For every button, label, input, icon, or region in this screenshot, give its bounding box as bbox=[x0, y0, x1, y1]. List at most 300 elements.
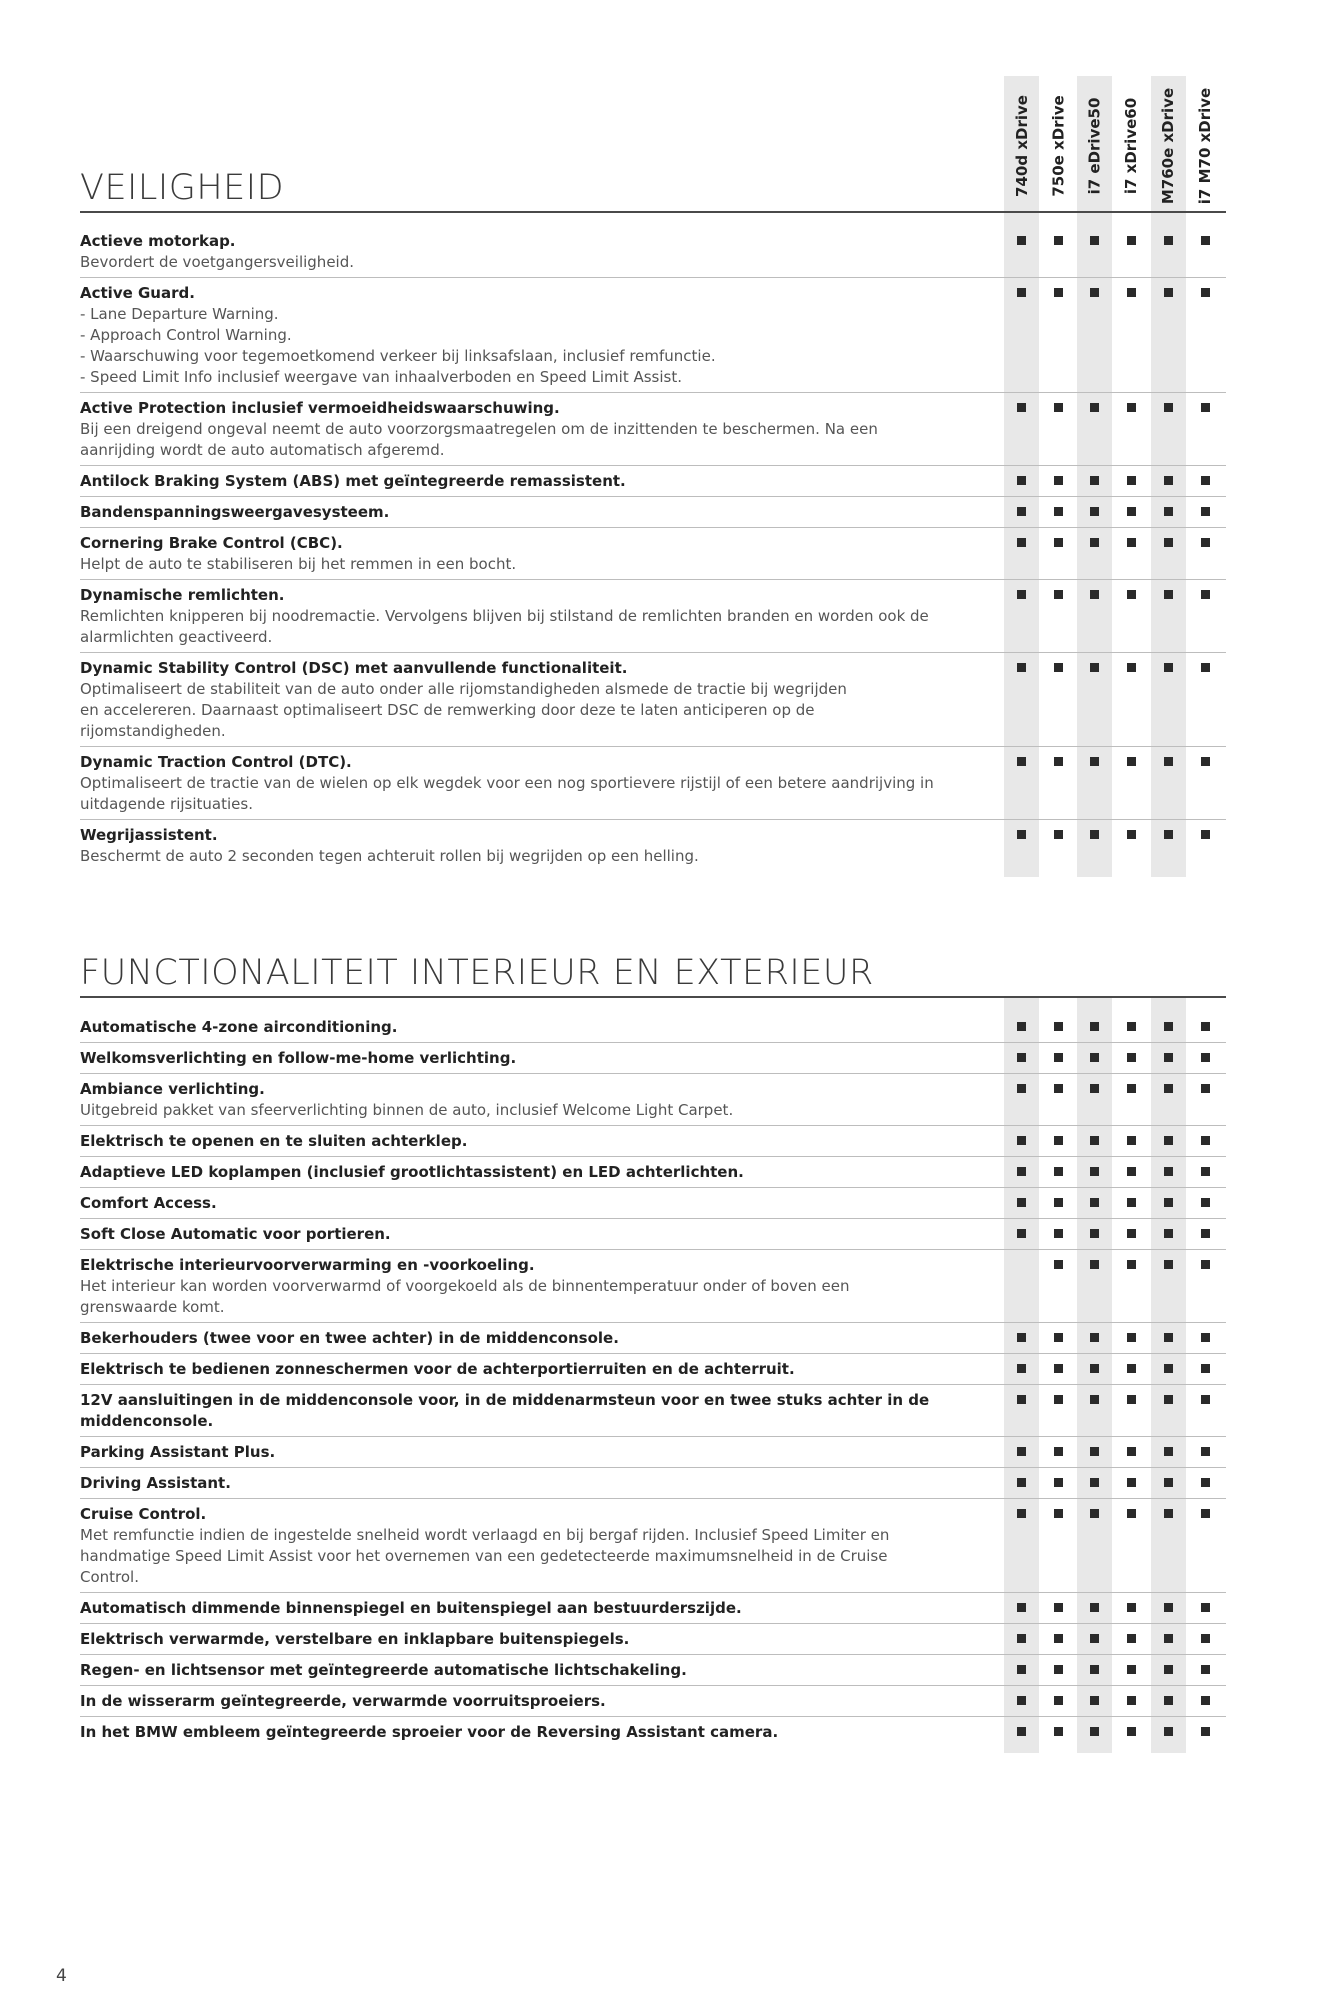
availability-marks bbox=[80, 1163, 1226, 1183]
table-row bbox=[80, 1437, 1226, 1468]
standard-equipment-mark bbox=[1017, 288, 1026, 297]
availability-marks bbox=[80, 753, 1226, 773]
table-row bbox=[80, 1624, 1226, 1655]
feature-table-veiligheid bbox=[80, 226, 1226, 871]
standard-equipment-mark bbox=[1201, 1395, 1210, 1404]
standard-equipment-mark bbox=[1054, 1603, 1063, 1612]
standard-equipment-mark bbox=[1164, 757, 1173, 766]
standard-equipment-mark bbox=[1164, 1665, 1173, 1674]
standard-equipment-mark bbox=[1164, 1509, 1173, 1518]
standard-equipment-mark bbox=[1017, 757, 1026, 766]
standard-equipment-mark bbox=[1164, 1447, 1173, 1456]
column-header-label: i7 M70 xDrive bbox=[1196, 87, 1215, 205]
description-line: Remlichten knipperen bij noodremactie. Vervolgens blijven bij stilstand de remlichten branden en worden ook de bbox=[80, 607, 929, 625]
standard-equipment-mark bbox=[1164, 1053, 1173, 1062]
standard-equipment-mark bbox=[1017, 1364, 1026, 1373]
standard-equipment-mark bbox=[1201, 1364, 1210, 1373]
standard-equipment-mark bbox=[1017, 236, 1026, 245]
section-rule bbox=[80, 996, 1226, 998]
description-line: alarmlichten geactiveerd. bbox=[80, 628, 273, 646]
table-row bbox=[80, 1219, 1226, 1250]
standard-equipment-mark bbox=[1127, 1053, 1136, 1062]
standard-equipment-mark bbox=[1090, 1022, 1099, 1031]
standard-equipment-mark bbox=[1017, 1603, 1026, 1612]
standard-equipment-mark bbox=[1201, 663, 1210, 672]
feature-description bbox=[80, 1525, 980, 1588]
column-header-label: i7 xDrive60 bbox=[1122, 97, 1141, 195]
table-row bbox=[80, 1074, 1226, 1126]
standard-equipment-mark bbox=[1090, 1395, 1099, 1404]
description-line: - Speed Limit Info inclusief weergave van inhaalverboden en Speed Limit Assist. bbox=[80, 368, 682, 386]
standard-equipment-mark bbox=[1201, 1478, 1210, 1487]
column-header-label: M760e xDrive bbox=[1159, 87, 1178, 205]
standard-equipment-mark bbox=[1054, 1084, 1063, 1093]
standard-equipment-mark bbox=[1201, 1665, 1210, 1674]
feature-name: Bandenspanningsweergavesysteem. bbox=[80, 503, 390, 521]
standard-equipment-mark bbox=[1201, 1198, 1210, 1207]
feature-description bbox=[80, 1100, 980, 1121]
standard-equipment-mark bbox=[1090, 403, 1099, 412]
description-line: Optimaliseert de tractie van de wielen op elk wegdek voor een nog sportievere rijstijl of een betere aandrijving in bbox=[80, 774, 934, 792]
standard-equipment-mark bbox=[1201, 1727, 1210, 1736]
standard-equipment-mark bbox=[1164, 507, 1173, 516]
standard-equipment-mark bbox=[1017, 1447, 1026, 1456]
availability-marks bbox=[80, 284, 1226, 304]
table-row bbox=[80, 1468, 1226, 1499]
standard-equipment-mark bbox=[1017, 1198, 1026, 1207]
standard-equipment-mark bbox=[1201, 1136, 1210, 1145]
standard-equipment-mark bbox=[1090, 1053, 1099, 1062]
standard-equipment-mark bbox=[1090, 663, 1099, 672]
table-row bbox=[80, 1354, 1226, 1385]
standard-equipment-mark bbox=[1054, 1053, 1063, 1062]
standard-equipment-mark bbox=[1127, 1395, 1136, 1404]
standard-equipment-mark bbox=[1017, 1053, 1026, 1062]
table-row bbox=[80, 1250, 1226, 1323]
standard-equipment-mark bbox=[1017, 830, 1026, 839]
standard-equipment-mark bbox=[1127, 507, 1136, 516]
feature-description bbox=[80, 419, 980, 461]
feature-name: Elektrisch verwarmde, verstelbare en inklapbare buitenspiegels. bbox=[80, 1630, 630, 1648]
feature-name: Dynamic Traction Control (DTC). bbox=[80, 753, 352, 771]
standard-equipment-mark bbox=[1127, 1229, 1136, 1238]
standard-equipment-mark bbox=[1090, 1478, 1099, 1487]
standard-equipment-mark bbox=[1164, 1727, 1173, 1736]
standard-equipment-mark bbox=[1017, 1229, 1026, 1238]
standard-equipment-mark bbox=[1054, 507, 1063, 516]
standard-equipment-mark bbox=[1127, 1478, 1136, 1487]
feature-name: Ambiance verlichting. bbox=[80, 1080, 265, 1098]
availability-marks bbox=[80, 1225, 1226, 1245]
standard-equipment-mark bbox=[1127, 1634, 1136, 1643]
feature-name: Elektrisch te bedienen zonneschermen voor de achterportierruiten en de achterruit. bbox=[80, 1360, 795, 1378]
standard-equipment-mark bbox=[1090, 476, 1099, 485]
feature-name: Welkomsverlichting en follow-me-home verlichting. bbox=[80, 1049, 517, 1067]
availability-marks bbox=[80, 1080, 1226, 1100]
description-line: aanrijding wordt de auto automatisch afgeremd. bbox=[80, 441, 445, 459]
table-row bbox=[80, 1717, 1226, 1747]
standard-equipment-mark bbox=[1164, 1167, 1173, 1176]
standard-equipment-mark bbox=[1127, 1022, 1136, 1031]
feature-description bbox=[80, 304, 980, 388]
feature-name: Soft Close Automatic voor portieren. bbox=[80, 1225, 391, 1243]
standard-equipment-mark bbox=[1127, 1167, 1136, 1176]
standard-equipment-mark bbox=[1090, 1333, 1099, 1342]
standard-equipment-mark bbox=[1090, 288, 1099, 297]
standard-equipment-mark bbox=[1164, 403, 1173, 412]
standard-equipment-mark bbox=[1164, 476, 1173, 485]
availability-marks bbox=[80, 1256, 1226, 1276]
standard-equipment-mark bbox=[1054, 830, 1063, 839]
availability-marks bbox=[80, 1723, 1226, 1743]
column-header-1 bbox=[1003, 86, 1040, 206]
standard-equipment-mark bbox=[1054, 403, 1063, 412]
table-row bbox=[80, 1126, 1226, 1157]
availability-marks bbox=[80, 1443, 1226, 1463]
standard-equipment-mark bbox=[1017, 1696, 1026, 1705]
standard-equipment-mark bbox=[1127, 538, 1136, 547]
standard-equipment-mark bbox=[1201, 1333, 1210, 1342]
feature-description bbox=[80, 846, 980, 867]
standard-equipment-mark bbox=[1201, 1229, 1210, 1238]
table-row bbox=[80, 1012, 1226, 1043]
availability-marks bbox=[80, 1360, 1226, 1380]
standard-equipment-mark bbox=[1164, 1333, 1173, 1342]
description-line: Bevordert de voetgangersveiligheid. bbox=[80, 253, 354, 271]
description-line: rijomstandigheden. bbox=[80, 722, 226, 740]
feature-name: Antilock Braking System (ABS) met geïntegreerde remassistent. bbox=[80, 472, 626, 490]
standard-equipment-mark bbox=[1164, 1364, 1173, 1373]
standard-equipment-mark bbox=[1054, 1447, 1063, 1456]
description-line: en accelereren. Daarnaast optimaliseert DSC de remwerking door deze te laten anticiperen op de bbox=[80, 701, 815, 719]
feature-name: Cruise Control. bbox=[80, 1505, 207, 1523]
standard-equipment-mark bbox=[1054, 1696, 1063, 1705]
feature-name: Parking Assistant Plus. bbox=[80, 1443, 276, 1461]
standard-equipment-mark bbox=[1054, 1665, 1063, 1674]
availability-marks bbox=[80, 1505, 1226, 1525]
standard-equipment-mark bbox=[1127, 1333, 1136, 1342]
standard-equipment-mark bbox=[1201, 507, 1210, 516]
standard-equipment-mark bbox=[1090, 1665, 1099, 1674]
section-rule bbox=[80, 211, 1226, 213]
feature-description bbox=[80, 773, 980, 815]
standard-equipment-mark bbox=[1054, 1229, 1063, 1238]
standard-equipment-mark bbox=[1127, 757, 1136, 766]
standard-equipment-mark bbox=[1164, 1136, 1173, 1145]
standard-equipment-mark bbox=[1164, 1229, 1173, 1238]
standard-equipment-mark bbox=[1054, 757, 1063, 766]
standard-equipment-mark bbox=[1090, 236, 1099, 245]
feature-description bbox=[80, 554, 980, 575]
standard-equipment-mark bbox=[1090, 1198, 1099, 1207]
column-header-6 bbox=[1187, 86, 1224, 206]
column-header-label: i7 eDrive50 bbox=[1085, 97, 1104, 195]
table-row bbox=[80, 580, 1226, 653]
standard-equipment-mark bbox=[1090, 1727, 1099, 1736]
availability-marks bbox=[80, 534, 1226, 554]
standard-equipment-mark bbox=[1164, 288, 1173, 297]
standard-equipment-mark bbox=[1164, 1395, 1173, 1404]
standard-equipment-mark bbox=[1017, 538, 1026, 547]
standard-equipment-mark bbox=[1090, 1603, 1099, 1612]
standard-equipment-mark bbox=[1090, 757, 1099, 766]
availability-marks bbox=[80, 1474, 1226, 1494]
standard-equipment-mark bbox=[1054, 538, 1063, 547]
standard-equipment-mark bbox=[1017, 1665, 1026, 1674]
availability-marks bbox=[80, 659, 1226, 679]
standard-equipment-mark bbox=[1127, 476, 1136, 485]
table-row bbox=[80, 1655, 1226, 1686]
standard-equipment-mark bbox=[1164, 1198, 1173, 1207]
standard-equipment-mark bbox=[1054, 590, 1063, 599]
feature-name: Cornering Brake Control (CBC). bbox=[80, 534, 343, 552]
standard-equipment-mark bbox=[1127, 1136, 1136, 1145]
standard-equipment-mark bbox=[1017, 1022, 1026, 1031]
table-row bbox=[80, 393, 1226, 466]
standard-equipment-mark bbox=[1127, 1665, 1136, 1674]
availability-marks bbox=[80, 503, 1226, 523]
feature-name: In de wisserarm geïntegreerde, verwarmde voorruitsproeiers. bbox=[80, 1692, 606, 1710]
standard-equipment-mark bbox=[1017, 1509, 1026, 1518]
standard-equipment-mark bbox=[1017, 1167, 1026, 1176]
standard-equipment-mark bbox=[1127, 403, 1136, 412]
standard-equipment-mark bbox=[1127, 830, 1136, 839]
standard-equipment-mark bbox=[1164, 1696, 1173, 1705]
standard-equipment-mark bbox=[1090, 1229, 1099, 1238]
feature-name: Automatisch dimmende binnenspiegel en buitenspiegel aan bestuurderszijde. bbox=[80, 1599, 742, 1617]
standard-equipment-mark bbox=[1201, 1167, 1210, 1176]
standard-equipment-mark bbox=[1201, 403, 1210, 412]
feature-name: Automatische 4-zone airconditioning. bbox=[80, 1018, 398, 1036]
standard-equipment-mark bbox=[1201, 288, 1210, 297]
standard-equipment-mark bbox=[1201, 1447, 1210, 1456]
standard-equipment-mark bbox=[1017, 1634, 1026, 1643]
standard-equipment-mark bbox=[1164, 1022, 1173, 1031]
feature-name: Elektrisch te openen en te sluiten achterklep. bbox=[80, 1132, 468, 1150]
availability-marks bbox=[80, 1132, 1226, 1152]
standard-equipment-mark bbox=[1090, 507, 1099, 516]
standard-equipment-mark bbox=[1127, 1260, 1136, 1269]
standard-equipment-mark bbox=[1127, 1509, 1136, 1518]
standard-equipment-mark bbox=[1201, 538, 1210, 547]
availability-marks bbox=[80, 826, 1226, 846]
standard-equipment-mark bbox=[1090, 590, 1099, 599]
section-title-functionaliteit: FUNCTIONALITEIT INTERIEUR EN EXTERIEUR bbox=[80, 953, 874, 993]
table-row bbox=[80, 1593, 1226, 1624]
table-row bbox=[80, 528, 1226, 580]
feature-name: Adaptieve LED koplampen (inclusief grootlichtassistent) en LED achterlichten. bbox=[80, 1163, 744, 1181]
standard-equipment-mark bbox=[1201, 1696, 1210, 1705]
standard-equipment-mark bbox=[1164, 1478, 1173, 1487]
standard-equipment-mark bbox=[1090, 1447, 1099, 1456]
description-line: Met remfunctie indien de ingestelde snelheid wordt verlaagd en bij bergaf rijden. Inclusief Speed Limiter en bbox=[80, 1526, 890, 1544]
description-line: grenswaarde komt. bbox=[80, 1298, 225, 1316]
standard-equipment-mark bbox=[1164, 663, 1173, 672]
description-line: Het interieur kan worden voorverwarmd of voorgekoeld als de binnentemperatuur onder of boven een bbox=[80, 1277, 850, 1295]
standard-equipment-mark bbox=[1090, 1634, 1099, 1643]
standard-equipment-mark bbox=[1054, 663, 1063, 672]
availability-marks bbox=[80, 399, 1226, 419]
standard-equipment-mark bbox=[1201, 476, 1210, 485]
standard-equipment-mark bbox=[1127, 1447, 1136, 1456]
feature-description bbox=[80, 606, 980, 648]
standard-equipment-mark bbox=[1017, 1395, 1026, 1404]
standard-equipment-mark bbox=[1054, 236, 1063, 245]
table-row bbox=[80, 226, 1226, 278]
feature-name: 12V aansluitingen in de middenconsole voor, in de middenarmsteun voor en twee stuks achter in de middenconsole. bbox=[80, 1391, 930, 1430]
table-row bbox=[80, 1043, 1226, 1074]
standard-equipment-mark bbox=[1054, 1198, 1063, 1207]
standard-equipment-mark bbox=[1164, 1260, 1173, 1269]
feature-name: Actieve motorkap. bbox=[80, 232, 236, 250]
table-row bbox=[80, 278, 1226, 393]
feature-name: Wegrijassistent. bbox=[80, 826, 218, 844]
standard-equipment-mark bbox=[1054, 1478, 1063, 1487]
description-line: Helpt de auto te stabiliseren bij het remmen in een bocht. bbox=[80, 555, 517, 573]
feature-description bbox=[80, 252, 980, 273]
standard-equipment-mark bbox=[1127, 1198, 1136, 1207]
standard-equipment-mark bbox=[1054, 1333, 1063, 1342]
section-title-veiligheid: VEILIGHEID bbox=[80, 168, 285, 208]
description-line: - Lane Departure Warning. bbox=[80, 305, 279, 323]
table-row bbox=[80, 497, 1226, 528]
standard-equipment-mark bbox=[1127, 663, 1136, 672]
standard-equipment-mark bbox=[1201, 1509, 1210, 1518]
standard-equipment-mark bbox=[1164, 1603, 1173, 1612]
standard-equipment-mark bbox=[1017, 403, 1026, 412]
standard-equipment-mark bbox=[1017, 1084, 1026, 1093]
standard-equipment-mark bbox=[1090, 1364, 1099, 1373]
standard-equipment-mark bbox=[1090, 1260, 1099, 1269]
standard-equipment-mark bbox=[1017, 507, 1026, 516]
standard-equipment-mark bbox=[1201, 1634, 1210, 1643]
feature-name: Bekerhouders (twee voor en twee achter) in de middenconsole. bbox=[80, 1329, 619, 1347]
standard-equipment-mark bbox=[1090, 1084, 1099, 1093]
feature-name: Active Guard. bbox=[80, 284, 195, 302]
availability-marks bbox=[80, 1391, 1226, 1411]
column-header-3 bbox=[1076, 86, 1113, 206]
feature-name: Regen- en lichtsensor met geïntegreerde automatische lichtschakeling. bbox=[80, 1661, 687, 1679]
feature-name: Comfort Access. bbox=[80, 1194, 217, 1212]
feature-description bbox=[80, 679, 980, 742]
column-header-5 bbox=[1150, 86, 1187, 206]
standard-equipment-mark bbox=[1164, 236, 1173, 245]
availability-marks bbox=[80, 1599, 1226, 1619]
feature-name: Dynamische remlichten. bbox=[80, 586, 285, 604]
standard-equipment-mark bbox=[1090, 1696, 1099, 1705]
column-header-4 bbox=[1113, 86, 1150, 206]
standard-equipment-mark bbox=[1017, 1333, 1026, 1342]
standard-equipment-mark bbox=[1164, 830, 1173, 839]
standard-equipment-mark bbox=[1127, 1696, 1136, 1705]
table-row bbox=[80, 1157, 1226, 1188]
description-line: Bij een dreigend ongeval neemt de auto voorzorgsmaatregelen om de inzittenden te beschermen. Na een bbox=[80, 420, 878, 438]
standard-equipment-mark bbox=[1054, 1364, 1063, 1373]
standard-equipment-mark bbox=[1201, 236, 1210, 245]
standard-equipment-mark bbox=[1090, 1136, 1099, 1145]
standard-equipment-mark bbox=[1164, 1084, 1173, 1093]
standard-equipment-mark bbox=[1127, 288, 1136, 297]
standard-equipment-mark bbox=[1127, 590, 1136, 599]
availability-marks bbox=[80, 472, 1226, 492]
page-number: 4 bbox=[56, 1966, 67, 1986]
description-line: uitdagende rijsituaties. bbox=[80, 795, 253, 813]
description-line: handmatige Speed Limit Assist voor het overnemen van een gedetecteerde maximumsnelheid in de Cruise bbox=[80, 1547, 888, 1565]
standard-equipment-mark bbox=[1054, 1727, 1063, 1736]
table-row bbox=[80, 1385, 1226, 1437]
table-row bbox=[80, 820, 1226, 871]
standard-equipment-mark bbox=[1054, 1395, 1063, 1404]
column-header-2 bbox=[1040, 86, 1077, 206]
feature-name: In het BMW embleem geïntegreerde sproeier voor de Reversing Assistant camera. bbox=[80, 1723, 779, 1741]
table-row bbox=[80, 747, 1226, 820]
availability-marks bbox=[80, 1661, 1226, 1681]
availability-marks bbox=[80, 586, 1226, 606]
description-line: Optimaliseert de stabiliteit van de auto onder alle rijomstandigheden alsmede de tractie bij wegrijden bbox=[80, 680, 847, 698]
description-line: - Waarschuwing voor tegemoetkomend verkeer bij linksafslaan, inclusief remfunctie. bbox=[80, 347, 716, 365]
standard-equipment-mark bbox=[1201, 1053, 1210, 1062]
standard-equipment-mark bbox=[1201, 1603, 1210, 1612]
standard-equipment-mark bbox=[1164, 538, 1173, 547]
column-header-label: 750e xDrive bbox=[1049, 95, 1068, 197]
table-row bbox=[80, 1323, 1226, 1354]
standard-equipment-mark bbox=[1017, 1478, 1026, 1487]
standard-equipment-mark bbox=[1017, 1136, 1026, 1145]
standard-equipment-mark bbox=[1201, 1260, 1210, 1269]
description-line: Beschermt de auto 2 seconden tegen achteruit rollen bij wegrijden op een helling. bbox=[80, 847, 699, 865]
description-line: - Approach Control Warning. bbox=[80, 326, 292, 344]
standard-equipment-mark bbox=[1127, 1727, 1136, 1736]
standard-equipment-mark bbox=[1090, 830, 1099, 839]
standard-equipment-mark bbox=[1054, 1260, 1063, 1269]
availability-marks bbox=[80, 1692, 1226, 1712]
table-row bbox=[80, 1499, 1226, 1593]
table-row bbox=[80, 466, 1226, 497]
availability-marks bbox=[80, 1630, 1226, 1650]
standard-equipment-mark bbox=[1054, 476, 1063, 485]
feature-name: Active Protection inclusief vermoeidheidswaarschuwing. bbox=[80, 399, 560, 417]
standard-equipment-mark bbox=[1201, 590, 1210, 599]
standard-equipment-mark bbox=[1054, 1022, 1063, 1031]
table-row bbox=[80, 653, 1226, 747]
standard-equipment-mark bbox=[1017, 476, 1026, 485]
availability-marks bbox=[80, 1329, 1226, 1349]
standard-equipment-mark bbox=[1201, 1022, 1210, 1031]
standard-equipment-mark bbox=[1054, 1509, 1063, 1518]
availability-marks bbox=[80, 1049, 1226, 1069]
standard-equipment-mark bbox=[1054, 1136, 1063, 1145]
feature-name: Dynamic Stability Control (DSC) met aanvullende functionaliteit. bbox=[80, 659, 628, 677]
availability-marks bbox=[80, 1018, 1226, 1038]
standard-equipment-mark bbox=[1127, 1364, 1136, 1373]
standard-equipment-mark bbox=[1164, 1634, 1173, 1643]
standard-equipment-mark bbox=[1017, 663, 1026, 672]
standard-equipment-mark bbox=[1201, 1084, 1210, 1093]
standard-equipment-mark bbox=[1054, 288, 1063, 297]
standard-equipment-mark bbox=[1054, 1634, 1063, 1643]
standard-equipment-mark bbox=[1127, 1084, 1136, 1093]
standard-equipment-mark bbox=[1090, 538, 1099, 547]
standard-equipment-mark bbox=[1090, 1509, 1099, 1518]
standard-equipment-mark bbox=[1164, 590, 1173, 599]
standard-equipment-mark bbox=[1017, 1727, 1026, 1736]
column-header-label: 740d xDrive bbox=[1012, 95, 1031, 197]
description-line: Uitgebreid pakket van sfeerverlichting binnen de auto, inclusief Welcome Light Carpet. bbox=[80, 1101, 734, 1119]
feature-name: Elektrische interieurvoorverwarming en -voorkoeling. bbox=[80, 1256, 535, 1274]
standard-equipment-mark bbox=[1201, 830, 1210, 839]
table-row bbox=[80, 1188, 1226, 1219]
standard-equipment-mark bbox=[1127, 1603, 1136, 1612]
